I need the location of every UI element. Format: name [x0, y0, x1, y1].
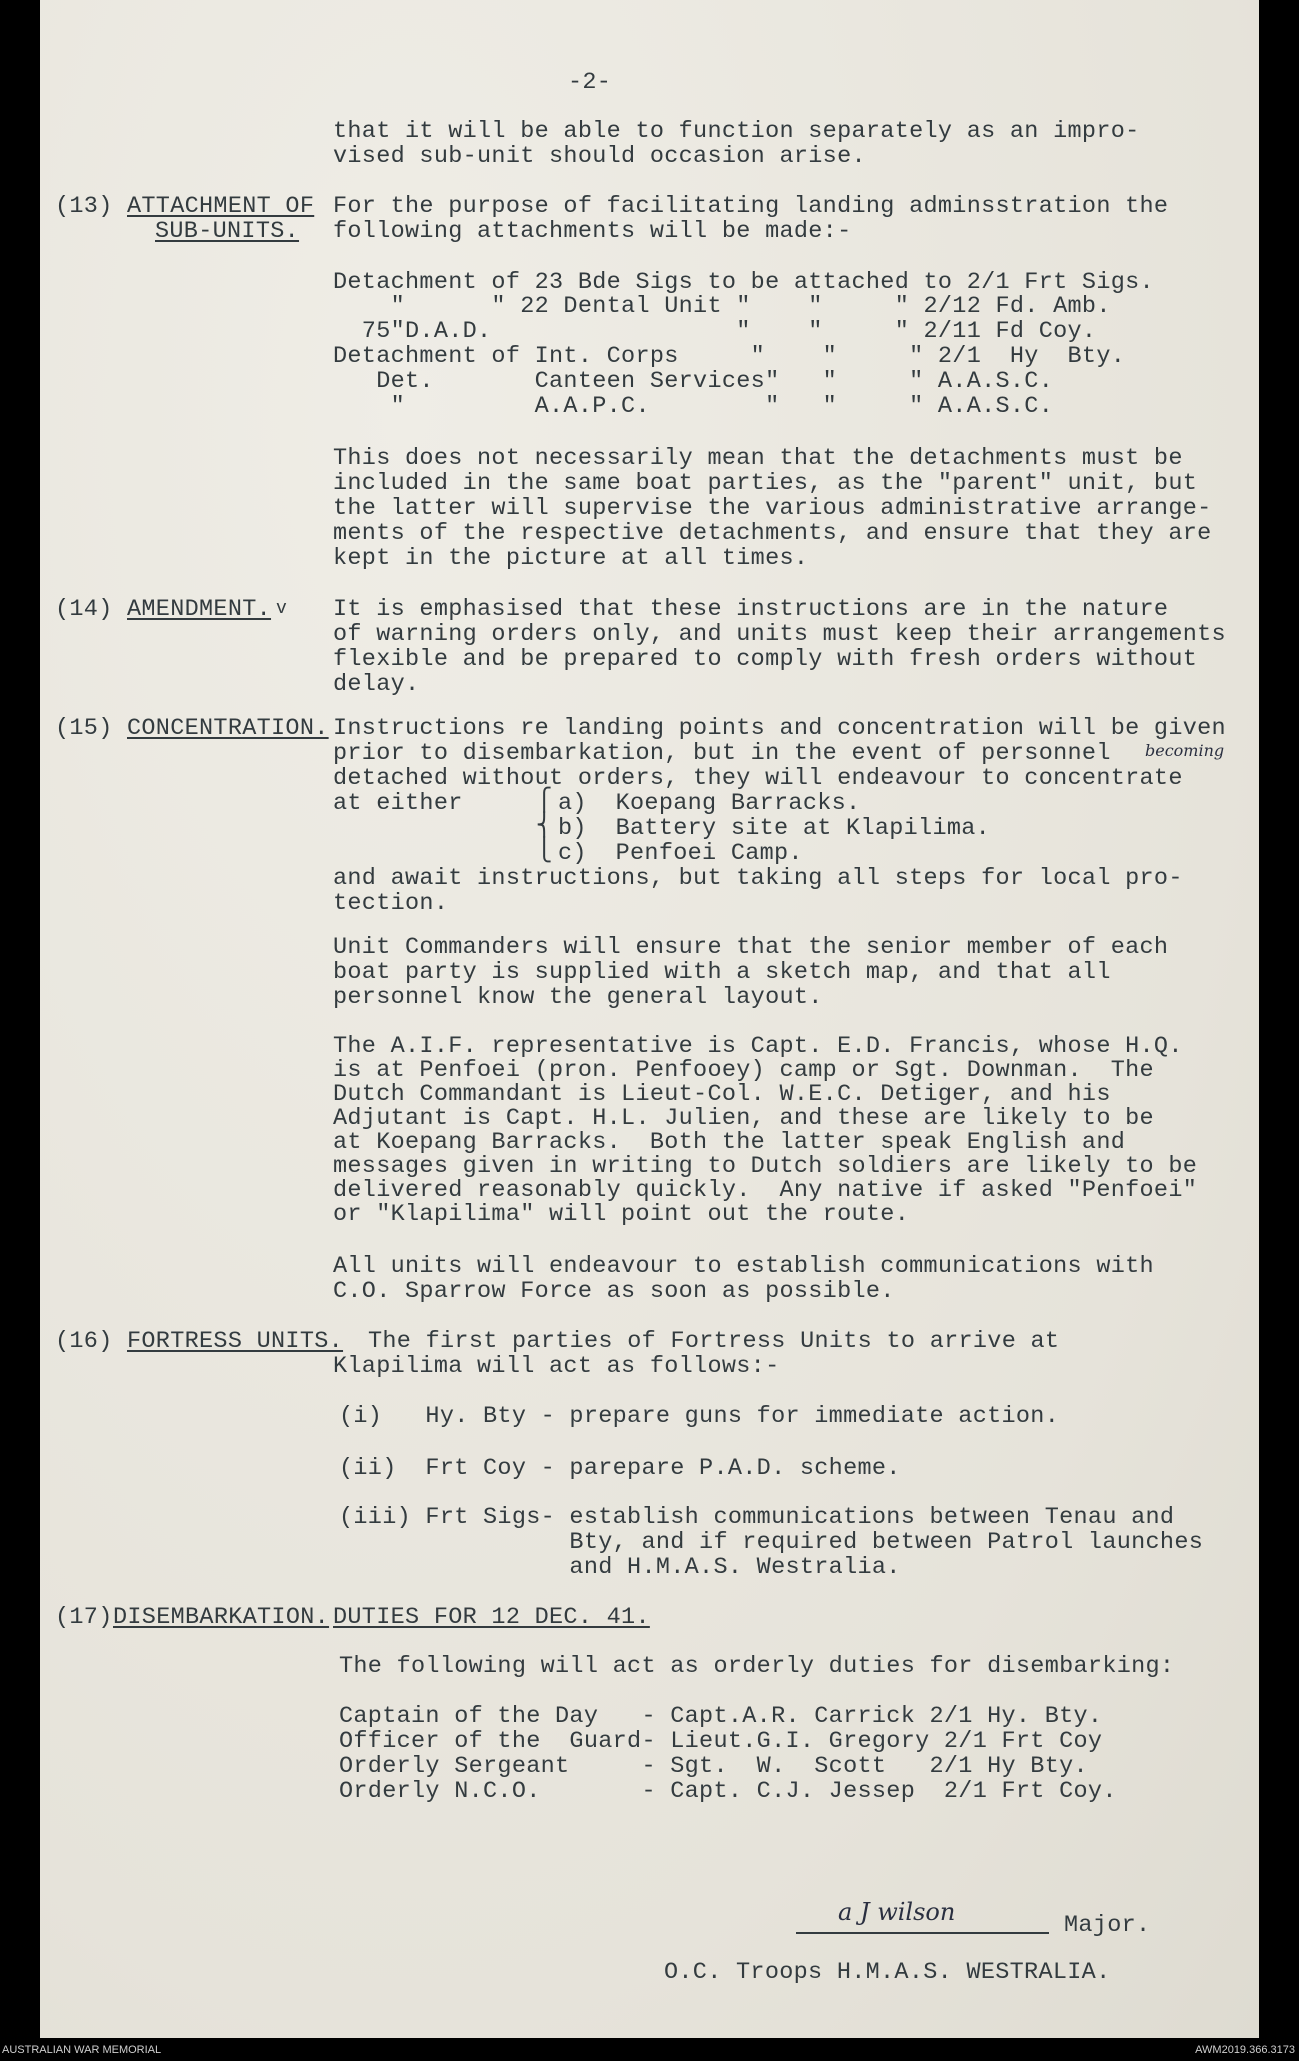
- s15-para2-line-1: Unit Commanders will ensure that the senior member of each: [333, 934, 1169, 961]
- s16-number: (16): [55, 1328, 113, 1355]
- s13-para-line-2: included in the same boat parties, as the "parent" unit, but: [333, 470, 1198, 497]
- s16-item-3: (iii) Frt Sigs- establish communications between Tenau and: [339, 1504, 1175, 1531]
- s15-para3-line-4: Adjutant is Capt. H.L. Julien, and these are likely to be: [333, 1105, 1154, 1132]
- s15-at-either: at either: [333, 790, 463, 817]
- s17-heading-2: DUTIES FOR 12 DEC. 41.: [333, 1604, 650, 1631]
- s14-line-3: flexible and be prepared to comply with fresh orders without: [333, 646, 1198, 673]
- s15-para2-line-2: boat party is supplied with a sketch map, and that all: [333, 959, 1111, 986]
- signature-rank: Major.: [1064, 1912, 1151, 1939]
- s15-after-line-1: and await instructions, but taking all steps for local pro-: [333, 865, 1183, 892]
- s17-intro: The following will act as orderly duties for disembarking:: [339, 1653, 1175, 1680]
- s15-line-3: detached without orders, they will endeavour to concentrate: [333, 765, 1183, 792]
- s15-para3-line-7: delivered reasonably quickly. Any native if asked "Penfoei": [333, 1177, 1198, 1204]
- s13-table-row-1: Detachment of 23 Bde Sigs to be attached to 2/1 Frt Sigs.: [333, 269, 1154, 296]
- s13-table-row-3: 75"D.A.D. " " " 2/11 Fd Coy.: [333, 318, 1097, 345]
- s13-heading-1: ATTACHMENT OF: [127, 193, 315, 220]
- s13-heading-2: SUB-UNITS.: [155, 218, 300, 245]
- footer-right: AWM2019.366.3173: [1195, 2044, 1295, 2056]
- s13-para-line-3: the latter will supervise the various administrative arrange-: [333, 495, 1212, 522]
- s17-duty-2: Officer of the Guard- Lieut.G.I. Gregory 2/1 Frt Coy: [339, 1728, 1103, 1755]
- s16-item-3-cont-2: and H.M.A.S. Westralia.: [339, 1554, 901, 1581]
- s17-heading: DISEMBARKATION.: [113, 1604, 330, 1631]
- s13-para-line-1: This does not necessarily mean that the detachments must be: [333, 445, 1183, 472]
- s13-table-row-2: " " 22 Dental Unit " " " 2/12 Fd. Amb.: [333, 293, 1111, 320]
- s13-table-row-5: Det. Canteen Services" " " A.A.S.C.: [333, 368, 1054, 395]
- s13-table-row-6: " A.A.P.C. " " " A.A.S.C.: [333, 393, 1054, 420]
- s14-line-1: It is emphasised that these instructions are in the nature: [333, 596, 1169, 623]
- s15-para3-line-6: messages given in writing to Dutch soldiers are likely to be: [333, 1153, 1198, 1180]
- s15-para3-line-8: or "Klapilima" will point out the route.: [333, 1201, 910, 1228]
- intro-line-1: that it will be able to function separately as an impro-: [333, 118, 1140, 145]
- signature: a J wilson: [838, 1898, 956, 1926]
- s16-item-2: (ii) Frt Coy - parepare P.A.D. scheme.: [339, 1455, 901, 1482]
- s15-options-brace: ⎧ ⎨ ⎩: [536, 788, 553, 863]
- s15-para2-line-3: personnel know the general layout.: [333, 984, 823, 1011]
- s15-line-1: Instructions re landing points and concentration will be given: [333, 715, 1226, 742]
- s15-line-2: prior to disembarkation, but in the event of personnel: [333, 740, 1111, 767]
- s15-para3-line-1: The A.I.F. representative is Capt. E.D. Francis, whose H.Q.: [333, 1033, 1183, 1060]
- s17-duty-4: Orderly N.C.O. - Capt. C.J. Jessep 2/1 Frt Coy.: [339, 1778, 1117, 1805]
- s13-line-2: following attachments will be made:-: [333, 218, 852, 245]
- s14-number: (14): [55, 596, 113, 623]
- s17-number: (17): [55, 1604, 113, 1631]
- s13-table-row-4: Detachment of Int. Corps " " " 2/1 Hy Bty.: [333, 343, 1126, 370]
- s15-number: (15): [55, 715, 113, 742]
- s16-item-3-cont-1: Bty, and if required between Patrol launches: [339, 1529, 1204, 1556]
- s15-option-c: c) Penfoei Camp.: [558, 840, 803, 867]
- s14-line-4: delay.: [333, 671, 420, 698]
- footer-left: AUSTRALIAN WAR MEMORIAL: [2, 2044, 162, 2056]
- s17-duty-3: Orderly Sergeant - Sgt. W. Scott 2/1 Hy Bty.: [339, 1753, 1088, 1780]
- s15-para3-line-2: is at Penfoei (pron. Penfooey) camp or Sgt. Downman. The: [333, 1057, 1154, 1084]
- s14-line-2: of warning orders only, and units must keep their arrangements: [333, 621, 1226, 648]
- signature-title: O.C. Troops H.M.A.S. WESTRALIA.: [664, 1959, 1111, 1986]
- s15-handwritten-insert: becoming: [1145, 741, 1225, 760]
- s14-heading: AMENDMENT.: [127, 596, 272, 623]
- s13-line-1: For the purpose of facilitating landing adminsstration the: [333, 193, 1169, 220]
- s15-para4-line-1: All units will endeavour to establish communications with: [333, 1253, 1154, 1280]
- s14-tick-mark: v: [276, 599, 288, 619]
- s16-line-1: The first parties of Fortress Units to arrive at: [368, 1328, 1060, 1355]
- s13-para-line-5: kept in the picture at all times.: [333, 545, 809, 572]
- s13-para-line-4: ments of the respective detachments, and ensure that they are: [333, 520, 1212, 547]
- intro-line-2: vised sub-unit should occasion arise.: [333, 143, 866, 170]
- s16-line-2: Klapilima will act as follows:-: [333, 1353, 780, 1380]
- s15-para4-line-2: C.O. Sparrow Force as soon as possible.: [333, 1278, 895, 1305]
- s13-number: (13): [55, 193, 113, 220]
- s15-para3-line-5: at Koepang Barracks. Both the latter speak English and: [333, 1129, 1126, 1156]
- page-number: -2-: [568, 69, 612, 96]
- s15-heading: CONCENTRATION.: [127, 715, 329, 742]
- signature-line: [796, 1932, 1049, 1934]
- s17-duty-1: Captain of the Day - Capt.A.R. Carrick 2/1 Hy. Bty.: [339, 1703, 1103, 1730]
- s16-heading: FORTRESS UNITS.: [127, 1328, 344, 1355]
- s15-option-b: b) Battery site at Klapilima.: [558, 815, 991, 842]
- s15-option-a: a) Koepang Barracks.: [558, 790, 861, 817]
- s15-para3-line-3: Dutch Commandant is Lieut-Col. W.E.C. Detiger, and his: [333, 1081, 1111, 1108]
- s16-item-1: (i) Hy. Bty - prepare guns for immediate action.: [339, 1403, 1060, 1430]
- s15-after-line-2: tection.: [333, 890, 449, 917]
